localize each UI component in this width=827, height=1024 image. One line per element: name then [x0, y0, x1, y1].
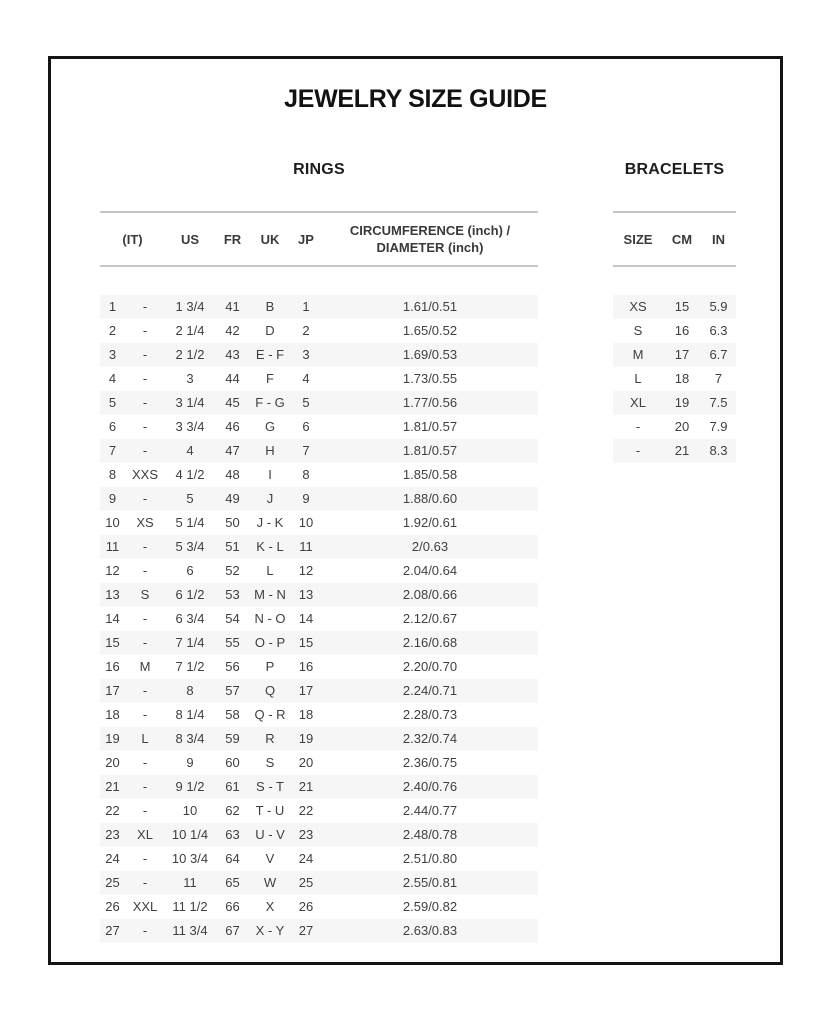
table-cell-uk: E - F [255, 347, 285, 362]
bracelets-column-header-size: SIZE [623, 231, 653, 247]
rings-column-header-fr: FR [223, 231, 242, 247]
table-row [100, 703, 538, 727]
table-cell-it: - [142, 611, 148, 626]
table-cell-circ: 2.40/0.76 [402, 779, 458, 794]
table-cell-no: 18 [105, 707, 120, 722]
table-cell-fr: 44 [225, 371, 240, 386]
table-cell-it: XXS [131, 467, 158, 482]
table-cell-fr: 67 [225, 923, 240, 938]
table-cell-circ: 1.77/0.56 [402, 395, 458, 410]
table-cell-us: 2 1/4 [175, 323, 205, 338]
table-cell-no: 25 [105, 875, 120, 890]
table-cell-circ: 1.85/0.58 [402, 467, 458, 482]
table-cell-us: 7 1/2 [175, 659, 205, 674]
table-cell-us: 10 3/4 [171, 851, 209, 866]
rings-column-header-circumference [322, 212, 538, 266]
table-cell-no: 16 [105, 659, 120, 674]
table-cell-no: 20 [105, 755, 120, 770]
table-cell-us: 10 [182, 803, 198, 818]
table-cell-fr: 57 [225, 683, 240, 698]
table-cell-us: 11 [183, 875, 197, 890]
table-cell-it: S [140, 587, 150, 602]
table-cell-us: 11 3/4 [172, 923, 208, 938]
table-cell-us: 3 3/4 [175, 419, 205, 434]
table-cell-circ: 2.59/0.82 [402, 899, 458, 914]
table-cell-it: M [139, 659, 151, 674]
table-cell-no: 17 [105, 683, 120, 698]
table-row [100, 439, 538, 463]
table-cell-circ: 2.04/0.64 [402, 563, 458, 578]
table-cell-cm: 20 [674, 419, 690, 434]
table-row [100, 727, 538, 751]
rings-column-header-us: US [180, 231, 200, 247]
table-cell-uk: P [265, 659, 275, 674]
table-cell-it: XS [136, 515, 154, 530]
table-row [100, 319, 538, 343]
rings-section [100, 160, 538, 943]
table-cell-us: 5 1/4 [175, 515, 205, 530]
table-cell-it: XXL [132, 899, 158, 914]
table-cell-no: 1 [108, 299, 117, 314]
table-cell-it: - [142, 563, 148, 578]
table-cell-us: 5 [186, 491, 194, 506]
table-row [100, 871, 538, 895]
table-cell-it: - [142, 635, 148, 650]
table-cell-fr: 65 [225, 875, 240, 890]
table-cell-no: 11 [105, 539, 120, 554]
table-cell-jp: 25 [298, 875, 314, 890]
table-cell-in: 6.7 [709, 347, 728, 362]
table-cell-no: 14 [105, 611, 120, 626]
table-cell-no: 9 [108, 491, 117, 506]
table-cell-fr: 59 [225, 731, 240, 746]
table-cell-jp: 22 [298, 803, 314, 818]
table-cell-circ: 2.36/0.75 [402, 755, 458, 770]
table-cell-jp: 6 [302, 419, 310, 434]
size-guide-card [48, 56, 783, 965]
table-row [613, 415, 736, 439]
circumference-header-line1: CIRCUMFERENCE (inch) / [349, 223, 511, 238]
table-cell-fr: 60 [225, 755, 240, 770]
table-cell-it: - [142, 539, 148, 554]
table-cell-us: 11 1/2 [172, 899, 208, 914]
table-cell-it: - [142, 371, 148, 386]
table-cell-jp: 24 [298, 851, 314, 866]
table-cell-fr: 66 [225, 899, 240, 914]
table-cell-it: - [142, 779, 148, 794]
bracelets-header-table [613, 211, 736, 267]
rings-header-table [100, 211, 538, 267]
table-cell-no: 10 [105, 515, 120, 530]
table-row [100, 655, 538, 679]
table-cell-uk: F [266, 371, 274, 386]
table-cell-no: 23 [105, 827, 120, 842]
table-cell-uk: R [265, 731, 275, 746]
table-cell-fr: 54 [225, 611, 240, 626]
table-cell-us: 7 1/4 [175, 635, 205, 650]
table-cell-fr: 48 [225, 467, 240, 482]
table-row [100, 295, 538, 319]
table-cell-cm: 21 [674, 443, 690, 458]
table-cell-fr: 49 [225, 491, 240, 506]
table-cell-us: 5 3/4 [175, 539, 205, 554]
table-cell-no: 15 [105, 635, 120, 650]
table-cell-no: 26 [105, 899, 120, 914]
table-cell-it: - [142, 683, 148, 698]
table-cell-in: 5.9 [709, 299, 728, 314]
table-cell-jp: 18 [298, 707, 314, 722]
table-cell-it: - [142, 443, 148, 458]
table-cell-jp: 26 [298, 899, 314, 914]
table-cell-uk: J - K [256, 515, 284, 530]
table-cell-size: XS [629, 299, 647, 314]
table-row [100, 775, 538, 799]
table-cell-circ: 2.55/0.81 [402, 875, 458, 890]
table-cell-uk: O - P [254, 635, 286, 650]
table-cell-circ: 2.20/0.70 [402, 659, 458, 674]
table-cell-uk: F - G [255, 395, 285, 410]
table-cell-jp: 9 [302, 491, 310, 506]
table-cell-uk: H [265, 443, 275, 458]
rings-column-header-jp: JP [298, 231, 314, 247]
table-cell-uk: Q [264, 683, 276, 698]
table-cell-fr: 61 [225, 779, 240, 794]
table-cell-uk: N - O [254, 611, 286, 626]
table-cell-us: 6 1/2 [175, 587, 205, 602]
table-row [100, 343, 538, 367]
table-row [100, 583, 538, 607]
table-cell-fr: 43 [225, 347, 240, 362]
table-row [100, 895, 538, 919]
table-cell-cm: 18 [674, 371, 690, 386]
table-cell-jp: 4 [302, 371, 310, 386]
table-cell-us: 4 1/2 [175, 467, 205, 482]
table-row [613, 367, 736, 391]
table-cell-it: - [142, 755, 148, 770]
table-cell-fr: 42 [225, 323, 240, 338]
table-row [100, 367, 538, 391]
table-cell-cm: 15 [674, 299, 690, 314]
table-cell-us: 10 1/4 [171, 827, 209, 842]
page-title: JEWELRY SIZE GUIDE [284, 85, 547, 113]
bracelets-section-title: BRACELETS [624, 161, 725, 178]
table-cell-fr: 56 [225, 659, 240, 674]
table-cell-jp: 16 [298, 659, 314, 674]
table-cell-circ: 2.12/0.67 [402, 611, 458, 626]
table-cell-no: 6 [108, 419, 117, 434]
table-cell-fr: 52 [225, 563, 240, 578]
table-row [100, 415, 538, 439]
table-cell-uk: W [263, 875, 277, 890]
table-cell-circ: 1.65/0.52 [402, 323, 458, 338]
rings-table [100, 295, 538, 943]
table-cell-circ: 2.48/0.78 [402, 827, 458, 842]
table-cell-fr: 46 [225, 419, 240, 434]
table-cell-in: 7.5 [709, 395, 728, 410]
table-cell-us: 2 1/2 [175, 347, 205, 362]
table-cell-circ: 2.51/0.80 [402, 851, 458, 866]
bracelets-table [613, 295, 736, 463]
table-cell-us: 6 [186, 563, 194, 578]
table-cell-circ: 2.28/0.73 [402, 707, 458, 722]
table-cell-circ: 1.88/0.60 [402, 491, 458, 506]
bracelets-column-header-in: IN [712, 231, 725, 247]
table-cell-cm: 17 [674, 347, 690, 362]
table-cell-it: - [142, 803, 148, 818]
table-row [100, 751, 538, 775]
table-cell-size: M [632, 347, 644, 362]
table-cell-circ: 2.24/0.71 [402, 683, 458, 698]
table-cell-us: 3 [186, 371, 194, 386]
table-cell-us: 6 3/4 [175, 611, 205, 626]
table-row [100, 631, 538, 655]
table-cell-circ: 1.73/0.55 [402, 371, 458, 386]
table-cell-circ: 2.32/0.74 [402, 731, 458, 746]
table-cell-fr: 58 [225, 707, 240, 722]
table-cell-uk: B [265, 299, 275, 314]
table-cell-us: 4 [186, 443, 194, 458]
table-cell-circ: 1.61/0.51 [402, 299, 458, 314]
table-cell-size: - [635, 443, 641, 458]
table-cell-uk: D [265, 323, 275, 338]
table-cell-uk: Q - R [254, 707, 286, 722]
table-cell-no: 13 [105, 587, 120, 602]
bracelets-header-row [613, 212, 736, 266]
table-row [100, 391, 538, 415]
table-cell-no: 5 [108, 395, 117, 410]
table-row [100, 559, 538, 583]
table-cell-us: 8 1/4 [175, 707, 205, 722]
table-cell-size: - [635, 419, 641, 434]
table-cell-uk: L [266, 563, 274, 578]
table-cell-us: 8 [186, 683, 194, 698]
table-cell-uk: I [268, 467, 272, 482]
table-cell-jp: 1 [302, 299, 310, 314]
table-cell-jp: 13 [298, 587, 314, 602]
table-row [100, 511, 538, 535]
table-cell-in: 7 [714, 371, 723, 386]
table-cell-it: - [142, 395, 148, 410]
table-cell-jp: 20 [298, 755, 314, 770]
table-cell-uk: J [266, 491, 274, 506]
table-cell-no: 3 [108, 347, 117, 362]
table-cell-size: L [634, 371, 642, 386]
table-cell-no: 21 [105, 779, 120, 794]
table-cell-no: 22 [105, 803, 120, 818]
table-cell-fr: 51 [225, 539, 240, 554]
table-cell-it: - [142, 923, 148, 938]
table-cell-uk: U - V [255, 827, 285, 842]
table-row [613, 343, 736, 367]
table-cell-it: - [142, 491, 148, 506]
table-cell-circ: 2/0.63 [411, 539, 449, 554]
table-cell-no: 24 [105, 851, 120, 866]
table-cell-jp: 21 [298, 779, 314, 794]
table-row [100, 799, 538, 823]
table-row [100, 823, 538, 847]
table-row [100, 679, 538, 703]
table-cell-jp: 2 [302, 323, 310, 338]
table-cell-circ: 1.92/0.61 [402, 515, 458, 530]
table-cell-uk: M - N [254, 587, 286, 602]
circumference-header-line2: DIAMETER (inch) [376, 240, 484, 255]
table-cell-us: 9 1/2 [175, 779, 205, 794]
table-cell-fr: 63 [225, 827, 240, 842]
table-cell-in: 7.9 [709, 419, 728, 434]
table-cell-jp: 15 [298, 635, 314, 650]
table-cell-jp: 23 [298, 827, 314, 842]
table-cell-jp: 11 [299, 539, 313, 554]
table-cell-circ: 2.16/0.68 [402, 635, 458, 650]
table-cell-jp: 14 [298, 611, 314, 626]
table-cell-uk: S [265, 755, 275, 770]
table-cell-uk: G [264, 419, 276, 434]
rings-table-body [100, 295, 538, 943]
table-cell-no: 7 [108, 443, 117, 458]
rings-column-header-it: (IT) [122, 231, 143, 247]
table-cell-it: XL [137, 827, 153, 842]
table-cell-fr: 50 [225, 515, 240, 530]
table-row [100, 847, 538, 871]
table-cell-jp: 17 [298, 683, 314, 698]
table-cell-jp: 19 [298, 731, 314, 746]
table-cell-circ: 2.44/0.77 [402, 803, 458, 818]
bracelets-table-body [613, 295, 736, 463]
table-cell-us: 9 [186, 755, 194, 770]
table-cell-it: L [141, 731, 149, 746]
table-cell-size: XL [630, 395, 646, 410]
table-cell-it: - [142, 347, 148, 362]
table-cell-cm: 16 [674, 323, 690, 338]
table-cell-us: 3 1/4 [175, 395, 205, 410]
table-row [100, 607, 538, 631]
table-cell-jp: 3 [302, 347, 310, 362]
table-cell-uk: T - U [255, 803, 285, 818]
table-cell-it: - [142, 851, 148, 866]
table-cell-fr: 55 [225, 635, 240, 650]
table-cell-circ: 2.63/0.83 [402, 923, 458, 938]
table-cell-jp: 27 [298, 923, 314, 938]
table-cell-jp: 10 [298, 515, 314, 530]
table-cell-no: 27 [105, 923, 120, 938]
table-cell-jp: 12 [298, 563, 314, 578]
table-cell-uk: X [265, 899, 275, 914]
table-cell-it: - [142, 323, 148, 338]
table-cell-circ: 1.81/0.57 [402, 443, 458, 458]
table-row [613, 295, 736, 319]
table-cell-fr: 62 [225, 803, 240, 818]
table-row [100, 463, 538, 487]
table-cell-jp: 8 [302, 467, 310, 482]
table-cell-uk: X - Y [255, 923, 285, 938]
table-cell-fr: 47 [225, 443, 240, 458]
table-row [613, 319, 736, 343]
table-cell-circ: 1.69/0.53 [402, 347, 458, 362]
table-cell-no: 8 [108, 467, 117, 482]
table-cell-cm: 19 [674, 395, 690, 410]
table-cell-no: 4 [108, 371, 117, 386]
table-cell-us: 1 3/4 [175, 299, 205, 314]
table-cell-circ: 1.81/0.57 [402, 419, 458, 434]
table-cell-no: 2 [108, 323, 117, 338]
table-row [613, 439, 736, 463]
table-cell-no: 19 [105, 731, 120, 746]
table-cell-us: 8 3/4 [175, 731, 205, 746]
table-cell-uk: K - L [256, 539, 284, 554]
table-cell-size: S [633, 323, 643, 338]
table-cell-circ: 2.08/0.66 [402, 587, 458, 602]
table-cell-in: 8.3 [709, 443, 728, 458]
table-row [613, 391, 736, 415]
table-cell-fr: 64 [225, 851, 240, 866]
table-cell-no: 12 [105, 563, 120, 578]
table-cell-jp: 5 [302, 395, 310, 410]
table-cell-it: - [142, 707, 148, 722]
table-cell-fr: 53 [225, 587, 240, 602]
table-cell-uk: S - T [256, 779, 284, 794]
table-cell-jp: 7 [302, 443, 310, 458]
table-row [100, 487, 538, 511]
table-cell-it: - [142, 299, 148, 314]
bracelets-column-header-cm: CM [671, 231, 693, 247]
rings-header-row [100, 212, 538, 266]
bracelets-section [613, 160, 736, 463]
table-cell-it: - [142, 875, 148, 890]
table-cell-in: 6.3 [709, 323, 728, 338]
table-cell-fr: 45 [225, 395, 240, 410]
rings-column-header-uk: UK [260, 231, 280, 247]
table-row [100, 919, 538, 943]
table-cell-uk: V [265, 851, 275, 866]
table-cell-fr: 41 [225, 299, 240, 314]
table-row [100, 535, 538, 559]
table-cell-it: - [142, 419, 148, 434]
rings-section-title: RINGS [293, 161, 345, 178]
